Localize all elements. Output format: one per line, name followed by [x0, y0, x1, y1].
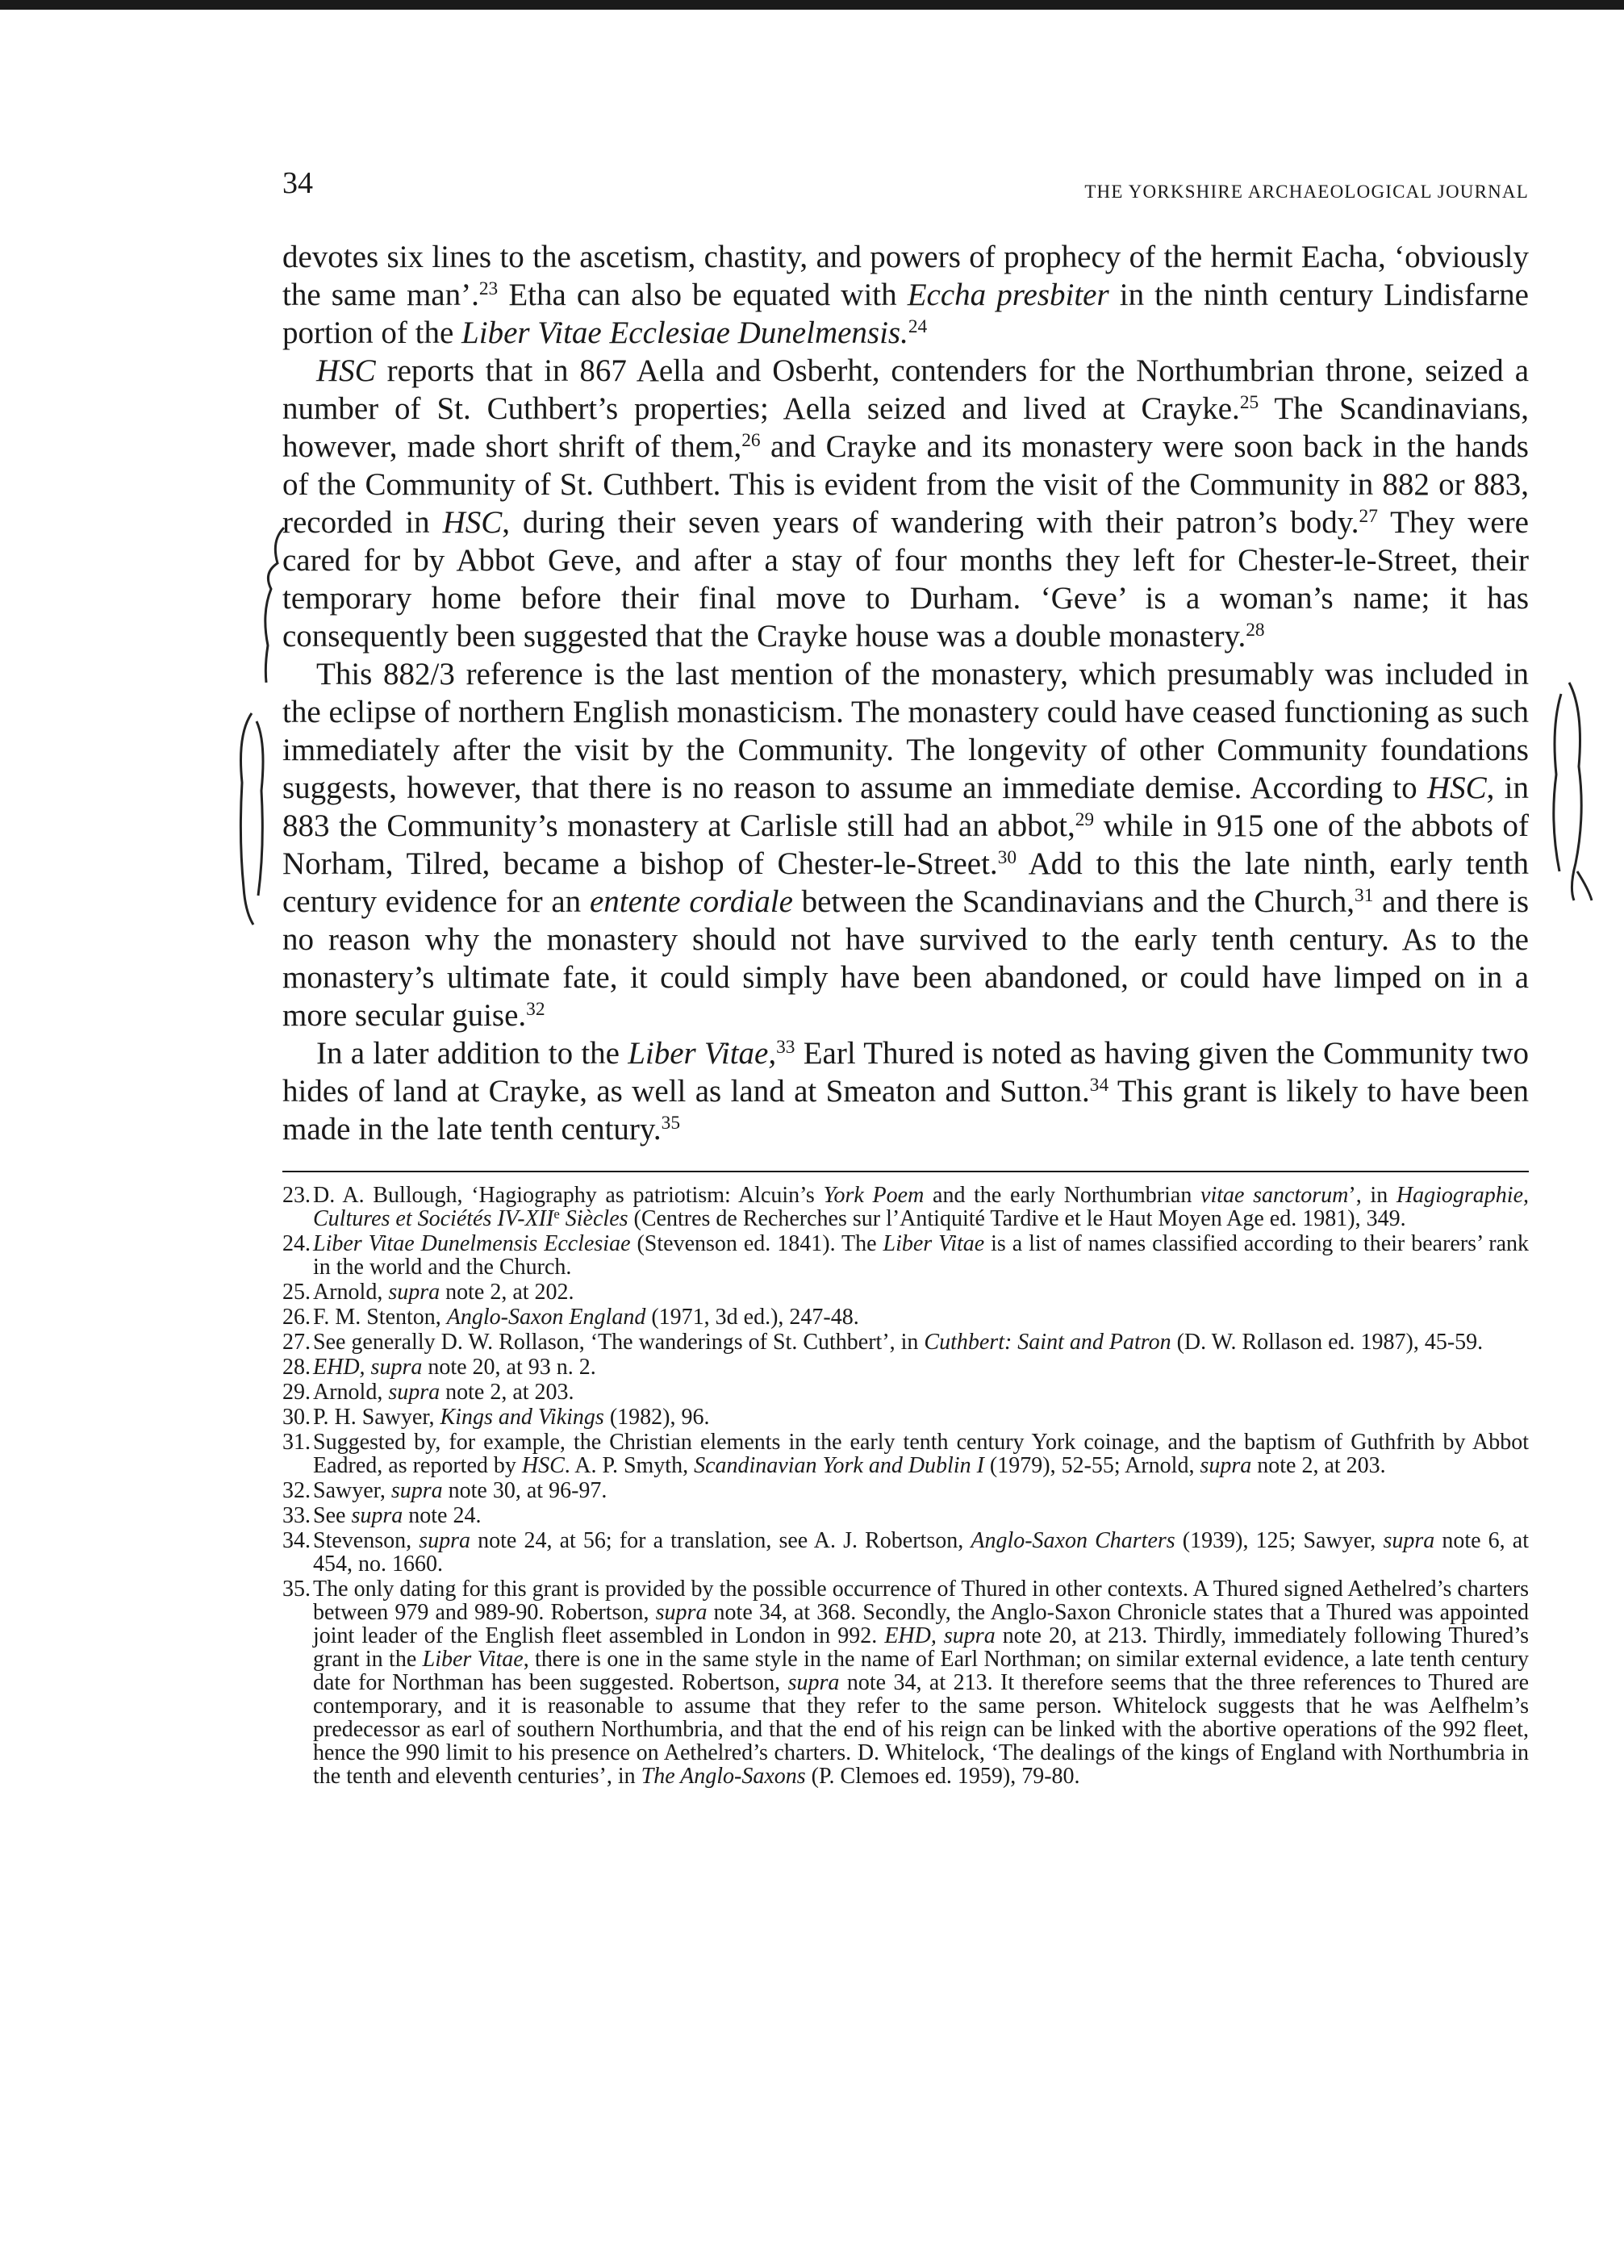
text-run: is a list of names classified according to their bearers’ rank in the world and the Church. — [313, 1231, 1530, 1280]
italic-text: entente cordiale — [589, 884, 793, 919]
text-run: In a later addition to the — [316, 1036, 628, 1071]
footnote-text — [313, 1431, 1529, 1477]
footnote — [282, 1330, 1529, 1354]
italic-text: HSC — [1426, 771, 1487, 805]
body-paragraph — [282, 1034, 1529, 1148]
footnote-ref: 25 — [1239, 392, 1259, 414]
footnote-ref: e — [553, 1205, 560, 1222]
italic-text: supra — [1383, 1528, 1435, 1553]
footnote-number: 29. — [282, 1380, 311, 1405]
text-run: , during their seven years of wandering with their patron’s body. — [502, 505, 1359, 540]
text-run: note 20, at 93 n. 2. — [422, 1355, 596, 1380]
text-run: and the early Northumbrian — [924, 1183, 1201, 1208]
text-run: Earl Thured is noted as having given the Community two hides of land at Crayke, as well as land at Smeaton and Sutton. — [282, 1036, 1530, 1109]
footnote-number: 23. — [282, 1183, 311, 1208]
footnote-ref: 23 — [478, 278, 499, 300]
italic-text: HSC — [521, 1453, 565, 1478]
footnote-number: 28. — [282, 1355, 311, 1380]
text-run: Add to this the late ninth, early tenth century evidence for an — [282, 846, 1530, 919]
italic-text: Scandinavian York and Dublin I — [694, 1453, 984, 1478]
footnote-text — [313, 1355, 1529, 1379]
footnote-number: 33. — [282, 1503, 311, 1528]
running-head: THE YORKSHIRE ARCHAEOLOGICAL JOURNAL — [1084, 182, 1529, 202]
footnote-number: 31. — [282, 1430, 311, 1455]
text-run: note 6, at 454, no. 1660. — [313, 1528, 1530, 1577]
italic-text: The Anglo-Saxons — [641, 1764, 806, 1789]
italic-text: supra — [1200, 1453, 1252, 1478]
text-run: while in 915 one of the abbots of Norham, Tilred, became a bishop of Chester-le-Street. — [282, 808, 1530, 881]
footnote-ref: 35 — [661, 1113, 681, 1134]
footnote-text — [313, 1504, 1529, 1527]
italic-text: HSC — [316, 353, 376, 388]
text-run: between the Scandinavians and the Church, — [792, 884, 1355, 919]
text-run: note 34, at 213. It therefore seems that the three references to Thured are contemporary, and it is reasonable to assume that they refer to the same person. Whitelock suggests that he was Aelfhelm’s predecessor as earl of southern Northumbria, and that the end of his reign can be linked with the abortive operations of the 992 fleet, hence the 990 limit to his presence on Aethelred’s charters. D. Whitelock, ‘The dealings of the kings of England with Northumbria in the tenth and eleventh centuries’, in — [313, 1670, 1530, 1789]
footnote-ref: 29 — [1075, 809, 1095, 831]
footnote-number: 32. — [282, 1478, 311, 1503]
footnote — [282, 1305, 1529, 1329]
footnote — [282, 1355, 1529, 1379]
footnote-ref: 33 — [776, 1037, 795, 1059]
italic-text: EHD, supra — [884, 1623, 996, 1648]
italic-text: Siècles — [559, 1206, 628, 1231]
footnote-ref: 27 — [1359, 506, 1378, 528]
footnote — [282, 1405, 1529, 1429]
footnote-text — [313, 1184, 1529, 1230]
footnote — [282, 1479, 1529, 1502]
footnote-ref: 24 — [908, 316, 928, 338]
text-run: , in 883 the Community’s monastery at Carlisle still had an abbot, — [282, 771, 1529, 843]
italic-text: supra — [351, 1503, 403, 1528]
body-paragraph — [282, 655, 1529, 1034]
text-run: note 20, at 213. Thirdly, immediately following Thured’s grant in the — [313, 1623, 1529, 1672]
text-run: Etha can also be equated with — [498, 278, 908, 312]
text-run: This 882/3 reference is the last mention of the monastery, which presumably was included in the eclipse of northern English monasticism. The monastery could have ceased functioning as such immediately after the visit by the Community. The longevity of other Community foundations suggests, however, that there is no reason to assume an immediate demise. According to — [282, 657, 1529, 805]
italic-text: supra — [419, 1528, 471, 1553]
text-run: They were cared for by Abbot Geve, and after a stay of four months they left for Chester-le-Street, their temporary home before their final move to Durham. ‘Geve’ is a woman’s name; it has consequently been suggested that the Crayke house was a double monastery. — [282, 505, 1529, 654]
footnote-number: 35. — [282, 1577, 311, 1602]
text-run: and there is no reason why the monastery should not have survived to the early tenth century. As to the monastery’s ultimate fate, it could simply have been abandoned, or could have limped on in a more secular guise. — [282, 884, 1530, 1033]
italic-text: supra — [655, 1600, 708, 1625]
footnote-text — [313, 1405, 1529, 1429]
footnote — [282, 1529, 1529, 1576]
footnote-rule — [282, 1171, 1529, 1172]
text-run: reports that in 867 Aella and Osberht, contenders for the Northumbrian throne, seized a number of St. Cuthbert’s properties; Aella seized and lived at Crayke. — [282, 353, 1529, 426]
text-run: This grant is likely to have been made in the late tenth century. — [282, 1074, 1529, 1147]
text-run: note 24. — [403, 1503, 482, 1528]
text-run: P. H. Sawyer, — [313, 1405, 440, 1430]
body-paragraph — [282, 352, 1529, 655]
text-run: devotes six lines to the ascetism, chastity, and powers of prophecy of the hermit Eacha, ‘obviously the same man’. — [282, 240, 1529, 312]
footnote-ref: 34 — [1089, 1075, 1109, 1096]
footnote — [282, 1232, 1529, 1279]
text-run: Arnold, — [313, 1280, 389, 1305]
text-run: . A. P. Smyth, — [564, 1453, 695, 1478]
italic-text: Liber Vitae Dunelmensis Ecclesiae — [313, 1231, 631, 1256]
text-run: The Scandinavians, however, made short shrift of them, — [282, 391, 1529, 464]
footnote-number: 34. — [282, 1528, 311, 1553]
body-text — [282, 238, 1529, 1148]
footnote-ref: 30 — [997, 847, 1017, 869]
italic-text: Liber Vitae — [422, 1647, 524, 1672]
text-run: F. M. Stenton, — [313, 1305, 447, 1330]
text-run: Sawyer, — [313, 1478, 391, 1503]
text-run: note 34, at 368. Secondly, the Anglo-Saxon Chronicle states that a Thured was appointed joint leader of the English fleet assembled in London in 992. — [313, 1600, 1530, 1648]
footnote-number: 26. — [282, 1305, 311, 1330]
text-run: and Crayke and its monastery were soon back in the hands of the Community of St. Cuthbert. This is evident from the visit of the Community in 882 or 883, recorded in — [282, 429, 1529, 540]
footnote — [282, 1380, 1529, 1404]
text-run: (Centres de Recherches sur l’Antiquité Tardive et le Haut Moyen Age ed. 1981), 349. — [628, 1206, 1406, 1231]
footnote — [282, 1280, 1529, 1304]
text-run: note 30, at 96-97. — [442, 1478, 607, 1503]
text-run: (1971, 3d ed.), 247-48. — [645, 1305, 859, 1330]
scan-top-border — [0, 0, 1624, 10]
footnote-text — [313, 1232, 1529, 1279]
journal-page — [282, 165, 1529, 1790]
text-run: note 2, at 202. — [440, 1280, 574, 1305]
text-run: note 2, at 203. — [1251, 1453, 1386, 1478]
page-number: 34 — [282, 166, 313, 200]
footnote — [282, 1504, 1529, 1527]
footnote-text — [313, 1380, 1529, 1404]
margin-bracket-left-lower — [234, 710, 273, 928]
text-run: in the ninth century Lindisfarne portion of the — [282, 278, 1529, 350]
body-paragraph — [282, 238, 1529, 352]
footnote — [282, 1431, 1529, 1477]
footnote-text — [313, 1305, 1529, 1329]
italic-text: York Poem — [823, 1183, 925, 1208]
footnote-number: 27. — [282, 1330, 311, 1355]
italic-text: Hagiographie, Cultures et Sociétés IV-XII — [313, 1183, 1530, 1231]
italic-text: Liber Vitae — [883, 1231, 985, 1256]
italic-text: Liber Vitae, — [628, 1036, 777, 1071]
text-run: (P. Clemoes ed. 1959), 79-80. — [805, 1764, 1080, 1789]
italic-text: Anglo-Saxon England — [446, 1305, 646, 1330]
text-run: ’, in — [1348, 1183, 1396, 1208]
footnote-number: 25. — [282, 1280, 311, 1305]
italic-text: supra — [388, 1380, 440, 1405]
italic-text: Eccha presbiter — [907, 278, 1109, 312]
italic-text: Anglo-Saxon Charters — [971, 1528, 1175, 1553]
text-run: (Stevenson ed. 1841). The — [630, 1231, 883, 1256]
italic-text: Liber Vitae Ecclesiae Dunelmensis. — [461, 315, 908, 350]
italic-text: Cuthbert: Saint and Patron — [924, 1330, 1171, 1355]
text-run: Stevenson, — [313, 1528, 420, 1553]
page-header — [282, 165, 1529, 214]
italic-text: EHD, supra — [313, 1355, 423, 1380]
text-run: note 2, at 203. — [440, 1380, 574, 1405]
text-run: (1939), 125; Sawyer, — [1175, 1528, 1384, 1553]
footnote — [282, 1184, 1529, 1230]
footnote-ref: 26 — [741, 430, 761, 452]
italic-text: Kings and Vikings — [440, 1405, 604, 1430]
footnote-number: 30. — [282, 1405, 311, 1430]
footnote-ref: 28 — [1246, 620, 1265, 641]
text-run: Suggested by, for example, the Christian elements in the early tenth century York coinage, and the baptism of Guthfrith by Abbot Eadred, as reported by — [313, 1430, 1529, 1478]
footnote-ref: 31 — [1355, 885, 1374, 907]
italic-text: supra — [390, 1478, 443, 1503]
footnote-text — [313, 1529, 1529, 1576]
italic-text: HSC — [442, 505, 503, 540]
footnote-number: 24. — [282, 1231, 311, 1256]
text-run: (1982), 96. — [603, 1405, 710, 1430]
text-run: See generally D. W. Rollason, ‘The wanderings of St. Cuthbert’, in — [313, 1330, 925, 1355]
text-run: The only dating for this grant is provided by the possible occurrence of Thured in other contexts. A Thured signed Aethelred’s charters between 979 and 989-90. Robertson, — [313, 1577, 1529, 1625]
footnote-text — [313, 1479, 1529, 1502]
text-run: (1979), 52-55; Arnold, — [983, 1453, 1200, 1478]
text-run: , there is one in the same style in the name of Earl Northman; on similar external evidence, a late tenth century date for Northman has been suggested. Robertson, — [313, 1647, 1529, 1695]
footnote-text — [313, 1577, 1529, 1788]
footnote — [282, 1577, 1529, 1788]
margin-bracket-right — [1537, 678, 1593, 904]
footnote-ref: 32 — [526, 999, 545, 1021]
text-run: (D. W. Rollason ed. 1987), 45-59. — [1171, 1330, 1484, 1355]
footnote-text — [313, 1330, 1529, 1354]
text-run: See — [313, 1503, 352, 1528]
footnote-text — [313, 1280, 1529, 1304]
footnotes — [282, 1184, 1529, 1788]
italic-text: supra — [787, 1670, 840, 1695]
italic-text: vitae sanctorum — [1200, 1183, 1349, 1208]
text-run: note 24, at 56; for a translation, see A. J. Robertson, — [470, 1528, 971, 1553]
text-run: D. A. Bullough, ‘Hagiography as patriotism: Alcuin’s — [313, 1183, 824, 1208]
text-run: Arnold, — [313, 1380, 389, 1405]
italic-text: supra — [388, 1280, 440, 1305]
